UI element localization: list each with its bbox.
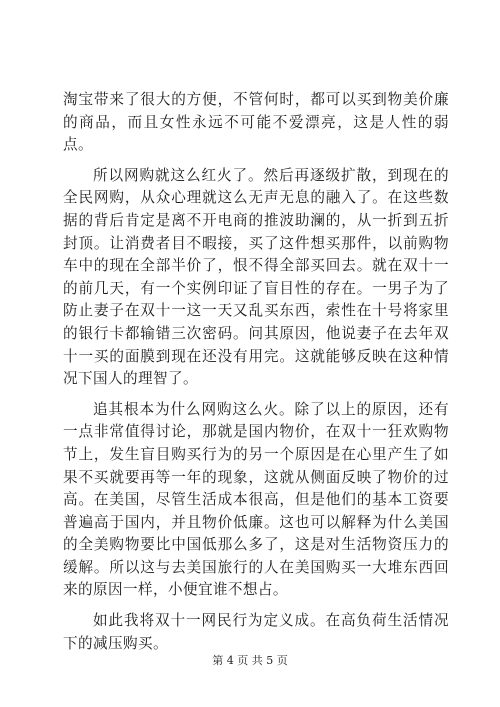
paragraph-continuation: 淘宝带来了很大的方便，不管何时，都可以买到物美价廉的商品，而且女性永远不可能不爱漂亮，这是人性的弱点。 (63, 91, 449, 154)
paragraph-conclusion: 如此我将双十一网民行为定义成。在高负荷生活情况下的减压购买。 (63, 612, 449, 652)
paragraph-online-shopping-popularity: 所以网购就这么红火了。然后再逐级扩散，到现在的全民网购，从众心理就这么无声无息的融入了。在这些数据的背后肯定是离不开电商的推波助澜的，从一折到五折封顶。让消费者目不暇接，买了这件想买那件，以前购物车中的现在全部半价了，恨不得全部买回去。就在双十一的前几天，有一个实例印证了盲目性的存在。一男子为了防止妻子在双十一这一天又乱买东西，索性在十号将家里的银行卡都输错三次密码。问其原因，他说妻子在去年双十一买的面膜到现在还没有用完。这就能够反映在这种情况下国人的理智了。 (63, 166, 449, 388)
paragraph-root-cause-prices: 追其根本为什么网购这么火。除了以上的原因，还有一点非常值得讨论，那就是国内物价，在双十一狂欢购物节上，发生盲目购买行为的另一个原因是在心里产生了如果不买就要再等一年的现象，这就从侧面反映了物价的过高。在美国，尽管生活成本很高，但是他们的基本工资要普遍高于国内，并且物价低廉。这也可以解释为什么美国的全美购物要比中国低那么多了，这是对生活物资压力的缓解。所以这与去美国旅行的人在美国购买一大堆东西回来的原因一样，小便宜谁不想占。 (63, 400, 449, 599)
document-body (63, 89, 449, 655)
page-number-footer: 第 4 页 共 5 页 (212, 654, 288, 667)
